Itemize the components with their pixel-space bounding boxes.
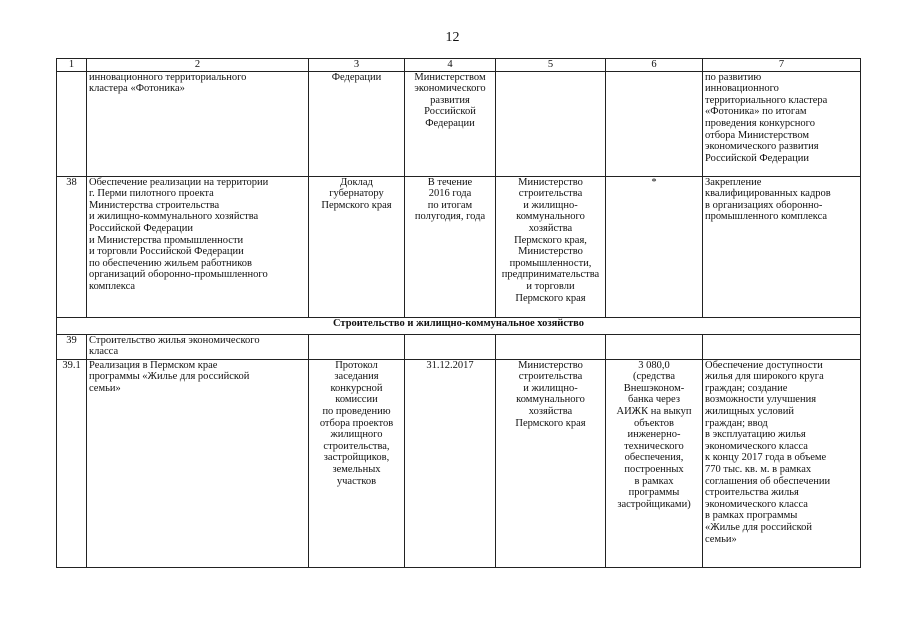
measure-name: инновационного территориального кластера «Фотоника» — [87, 71, 309, 176]
row-number: 39.1 — [57, 359, 87, 567]
expected-result: Закрепление квалифицированных кадров в организациях оборонно- промышленного комплекса — [703, 176, 861, 317]
document-type: Федерации — [309, 71, 405, 176]
document-type: Доклад губернатору Пермского края — [309, 176, 405, 317]
document-type: Протокол заседания конкурсной комиссии по проведению отбора проектов жилищного строительства, застройщиков, земельных участков — [309, 359, 405, 567]
column-number: 6 — [606, 59, 703, 72]
deadline: 31.12.2017 — [405, 359, 496, 567]
responsible: Министерство строительства и жилищно- коммунального хозяйства Пермского края, Министерство промышленности, предпринимательства и торговли Пермского края — [496, 176, 606, 317]
deadline: В течение 2016 года по итогам полугодия, года — [405, 176, 496, 317]
deadline: Министерством экономического развития Российской Федерации — [405, 71, 496, 176]
deadline — [405, 334, 496, 359]
column-number-row — [57, 59, 861, 72]
column-number: 4 — [405, 59, 496, 72]
responsible: Министерство строительства и жилищно- коммунального хозяйства Пермского края — [496, 359, 606, 567]
responsible — [496, 334, 606, 359]
measures-table — [56, 58, 861, 568]
section-row — [57, 317, 861, 334]
table-row — [57, 359, 861, 567]
measure-name: Строительство жилья экономического класса — [87, 334, 309, 359]
column-number: 5 — [496, 59, 606, 72]
column-number: 2 — [87, 59, 309, 72]
expected-result: по развитию инновационного территориального кластера «Фотоника» по итогам проведения конкурсного отбора Министерством экономического развития Российской Федерации — [703, 71, 861, 176]
document-type — [309, 334, 405, 359]
funding: * — [606, 176, 703, 317]
measure-name: Обеспечение реализации на территории г. Перми пилотного проекта Министерства строительства и жилищно-коммунального хозяйства Российской Федерации и Министерства промышленности и торговли Российской Федерации по обеспечению жильем работников организаций оборонно-промышленного комплекса — [87, 176, 309, 317]
funding — [606, 334, 703, 359]
table-row — [57, 176, 861, 317]
expected-result: Обеспечение доступности жилья для широкого круга граждан; создание возможности улучшения жилищных условий граждан; ввод в эксплуатацию жилья экономического класса к концу 2017 года в объеме 770 тыс. кв. м. в рамках соглашения об обеспечении строительства жилья экономического класса в рамках программы «Жилье для российской семьи» — [703, 359, 861, 567]
column-number: 1 — [57, 59, 87, 72]
row-number — [57, 71, 87, 176]
responsible — [496, 71, 606, 176]
table-row — [57, 71, 861, 176]
row-number: 38 — [57, 176, 87, 317]
funding: 3 080,0 (средства Внешэконом- банка через АИЖК на выкуп объектов инженерно- технического обеспечения, построенных в рамках программы застройщиками) — [606, 359, 703, 567]
row-number: 39 — [57, 334, 87, 359]
funding — [606, 71, 703, 176]
measure-name: Реализация в Пермском крае программы «Жилье для российской семьи» — [87, 359, 309, 567]
page-number: 12 — [445, 30, 460, 45]
table-row — [57, 334, 861, 359]
section-title: Строительство и жилищно-коммунальное хозяйство — [57, 317, 861, 334]
column-number: 3 — [309, 59, 405, 72]
column-number: 7 — [703, 59, 861, 72]
expected-result — [703, 334, 861, 359]
